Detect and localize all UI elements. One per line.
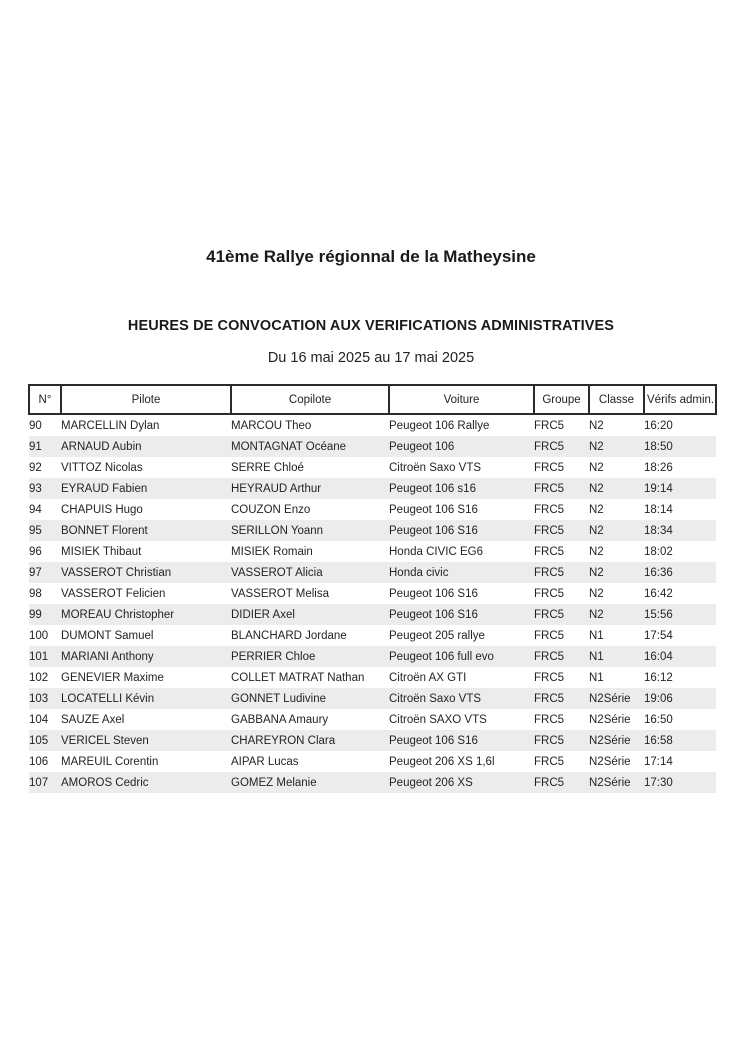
cell-classe: N2 bbox=[589, 566, 604, 579]
cell-num: 96 bbox=[29, 545, 42, 558]
cell-voiture: Citroën Saxo VTS bbox=[389, 461, 482, 474]
cell-classe: N2 bbox=[589, 419, 604, 432]
cell-voiture: Peugeot 106 Rallye bbox=[389, 419, 490, 432]
cell-copilote: GABBANA Amaury bbox=[231, 713, 329, 726]
cell-verifs: 17:54 bbox=[644, 629, 673, 642]
cell-num: 90 bbox=[29, 419, 42, 432]
cell-voiture: Citroën Saxo VTS bbox=[389, 692, 482, 705]
cell-voiture: Peugeot 106 S16 bbox=[389, 524, 478, 537]
cell-groupe: FRC5 bbox=[534, 650, 565, 663]
cell-num: 91 bbox=[29, 440, 42, 453]
cell-groupe: FRC5 bbox=[534, 692, 565, 705]
table-row bbox=[29, 436, 716, 457]
cell-copilote: BLANCHARD Jordane bbox=[231, 629, 347, 642]
cell-verifs: 15:56 bbox=[644, 608, 673, 621]
cell-groupe: FRC5 bbox=[534, 482, 565, 495]
cell-verifs: 17:30 bbox=[644, 776, 673, 789]
cell-groupe: FRC5 bbox=[534, 776, 565, 789]
cell-pilote: VASSEROT Christian bbox=[61, 566, 172, 579]
cell-pilote: BONNET Florent bbox=[61, 524, 148, 537]
cell-num: 93 bbox=[29, 482, 42, 495]
cell-groupe: FRC5 bbox=[534, 671, 565, 684]
cell-classe: N2 bbox=[589, 503, 604, 516]
column-header-pilote: Pilote bbox=[61, 385, 231, 414]
cell-voiture: Peugeot 106 S16 bbox=[389, 503, 478, 516]
cell-classe: N1 bbox=[589, 671, 604, 684]
column-header-voiture: Voiture bbox=[389, 385, 534, 414]
column-header-groupe: Groupe bbox=[534, 385, 589, 414]
cell-copilote: AIPAR Lucas bbox=[231, 755, 299, 768]
cell-pilote: LOCATELLI Kévin bbox=[61, 692, 155, 705]
cell-classe: N2 bbox=[589, 461, 604, 474]
date-range: Du 16 mai 2025 au 17 mai 2025 bbox=[267, 350, 475, 366]
table-row bbox=[29, 772, 716, 793]
cell-num: 105 bbox=[29, 734, 49, 747]
cell-voiture: Peugeot 206 XS bbox=[389, 776, 473, 789]
table-header bbox=[29, 385, 716, 414]
cell-pilote: VITTOZ Nicolas bbox=[61, 461, 143, 474]
cell-groupe: FRC5 bbox=[534, 503, 565, 516]
cell-num: 92 bbox=[29, 461, 42, 474]
cell-pilote: VASSEROT Felicien bbox=[61, 587, 166, 600]
cell-pilote: MARCELLIN Dylan bbox=[61, 419, 160, 432]
table-row bbox=[29, 583, 716, 604]
cell-copilote: COLLET MATRAT Nathan bbox=[231, 671, 365, 684]
cell-pilote: MOREAU Christopher bbox=[61, 608, 175, 621]
cell-voiture: Peugeot 106 S16 bbox=[389, 587, 478, 600]
cell-verifs: 16:36 bbox=[644, 566, 673, 579]
cell-num: 100 bbox=[29, 629, 49, 642]
cell-voiture: Peugeot 106 full evo bbox=[389, 650, 494, 663]
column-header-num: N° bbox=[29, 385, 61, 414]
cell-verifs: 16:12 bbox=[644, 671, 673, 684]
cell-copilote: CHAREYRON Clara bbox=[231, 734, 336, 747]
table-row bbox=[29, 604, 716, 625]
column-header-copilote: Copilote bbox=[231, 385, 389, 414]
cell-classe: N2 bbox=[589, 608, 604, 621]
cell-groupe: FRC5 bbox=[534, 566, 565, 579]
table-row bbox=[29, 751, 716, 772]
cell-copilote: VASSEROT Alicia bbox=[231, 566, 323, 579]
page-title: 41ème Rallye régionnal de la Matheysine bbox=[206, 247, 536, 266]
column-header-verifs: Vérifs admin. bbox=[644, 385, 716, 414]
cell-pilote: CHAPUIS Hugo bbox=[61, 503, 143, 516]
cell-groupe: FRC5 bbox=[534, 713, 565, 726]
table-row bbox=[29, 709, 716, 730]
cell-verifs: 18:26 bbox=[644, 461, 673, 474]
cell-voiture: Citroën SAXO VTS bbox=[389, 713, 487, 726]
cell-num: 103 bbox=[29, 692, 49, 705]
cell-groupe: FRC5 bbox=[534, 440, 565, 453]
cell-copilote: VASSEROT Melisa bbox=[231, 587, 329, 600]
cell-classe: N2Série bbox=[589, 776, 631, 789]
cell-copilote: GOMEZ Melanie bbox=[231, 776, 317, 789]
cell-classe: N2 bbox=[589, 587, 604, 600]
cell-pilote: VERICEL Steven bbox=[61, 734, 149, 747]
cell-verifs: 16:50 bbox=[644, 713, 673, 726]
cell-groupe: FRC5 bbox=[534, 524, 565, 537]
cell-voiture: Peugeot 206 XS 1,6l bbox=[389, 755, 495, 768]
cell-groupe: FRC5 bbox=[534, 629, 565, 642]
cell-num: 95 bbox=[29, 524, 42, 537]
cell-pilote: SAUZE Axel bbox=[61, 713, 125, 726]
table-row bbox=[29, 499, 716, 520]
cell-voiture: Honda civic bbox=[389, 566, 449, 579]
cell-num: 98 bbox=[29, 587, 42, 600]
cell-pilote: MISIEK Thibaut bbox=[61, 545, 142, 558]
cell-verifs: 16:04 bbox=[644, 650, 673, 663]
cell-verifs: 18:50 bbox=[644, 440, 673, 453]
cell-verifs: 17:14 bbox=[644, 755, 673, 768]
table-row bbox=[29, 688, 716, 709]
cell-num: 94 bbox=[29, 503, 42, 516]
cell-pilote: AMOROS Cedric bbox=[61, 776, 149, 789]
cell-num: 106 bbox=[29, 755, 49, 768]
cell-verifs: 18:02 bbox=[644, 545, 673, 558]
cell-groupe: FRC5 bbox=[534, 734, 565, 747]
table-row bbox=[29, 562, 716, 583]
cell-classe: N2 bbox=[589, 545, 604, 558]
cell-pilote: EYRAUD Fabien bbox=[61, 482, 148, 495]
cell-pilote: DUMONT Samuel bbox=[61, 629, 154, 642]
table-row bbox=[29, 541, 716, 562]
cell-classe: N2Série bbox=[589, 713, 631, 726]
cell-classe: N2 bbox=[589, 440, 604, 453]
cell-num: 101 bbox=[29, 650, 49, 663]
cell-verifs: 18:14 bbox=[644, 503, 673, 516]
cell-verifs: 16:58 bbox=[644, 734, 673, 747]
cell-voiture: Peugeot 106 S16 bbox=[389, 608, 478, 621]
table-row bbox=[29, 646, 716, 667]
cell-groupe: FRC5 bbox=[534, 587, 565, 600]
cell-copilote: SERILLON Yoann bbox=[231, 524, 324, 537]
cell-voiture: Citroën AX GTI bbox=[389, 671, 467, 684]
cell-classe: N2Série bbox=[589, 755, 631, 768]
table-row bbox=[29, 625, 716, 646]
cell-copilote: SERRE Chloé bbox=[231, 461, 304, 474]
cell-classe: N2 bbox=[589, 524, 604, 537]
cell-verifs: 19:14 bbox=[644, 482, 673, 495]
table-row bbox=[29, 478, 716, 499]
cell-voiture: Peugeot 106 S16 bbox=[389, 734, 478, 747]
table-row bbox=[29, 457, 716, 478]
cell-verifs: 16:20 bbox=[644, 419, 673, 432]
cell-num: 99 bbox=[29, 608, 42, 621]
cell-copilote: PERRIER Chloe bbox=[231, 650, 316, 663]
convocation-table bbox=[28, 384, 717, 793]
cell-copilote: MARCOU Theo bbox=[231, 419, 312, 432]
cell-copilote: MONTAGNAT Océane bbox=[231, 440, 347, 453]
cell-groupe: FRC5 bbox=[534, 461, 565, 474]
cell-verifs: 19:06 bbox=[644, 692, 673, 705]
cell-classe: N2Série bbox=[589, 692, 631, 705]
column-header-classe: Classe bbox=[589, 385, 644, 414]
table-body bbox=[29, 414, 716, 793]
cell-pilote: MARIANI Anthony bbox=[61, 650, 154, 663]
cell-groupe: FRC5 bbox=[534, 608, 565, 621]
cell-num: 97 bbox=[29, 566, 42, 579]
cell-groupe: FRC5 bbox=[534, 419, 565, 432]
cell-classe: N1 bbox=[589, 650, 604, 663]
cell-pilote: GENEVIER Maxime bbox=[61, 671, 164, 684]
cell-pilote: MAREUIL Corentin bbox=[61, 755, 159, 768]
cell-groupe: FRC5 bbox=[534, 545, 565, 558]
cell-voiture: Peugeot 205 rallye bbox=[389, 629, 485, 642]
cell-classe: N2Série bbox=[589, 734, 631, 747]
cell-copilote: COUZON Enzo bbox=[231, 503, 311, 516]
cell-copilote: DIDIER Axel bbox=[231, 608, 295, 621]
cell-copilote: MISIEK Romain bbox=[231, 545, 313, 558]
cell-groupe: FRC5 bbox=[534, 755, 565, 768]
cell-classe: N1 bbox=[589, 629, 604, 642]
table-row bbox=[29, 667, 716, 688]
cell-verifs: 16:42 bbox=[644, 587, 673, 600]
cell-num: 107 bbox=[29, 776, 49, 789]
cell-num: 104 bbox=[29, 713, 49, 726]
table-row bbox=[29, 520, 716, 541]
cell-num: 102 bbox=[29, 671, 49, 684]
cell-copilote: HEYRAUD Arthur bbox=[231, 482, 322, 495]
table-row bbox=[29, 414, 716, 436]
page-subtitle: HEURES DE CONVOCATION AUX VERIFICATIONS ADMINISTRATIVES bbox=[127, 318, 615, 334]
cell-pilote: ARNAUD Aubin bbox=[61, 440, 142, 453]
cell-voiture: Peugeot 106 bbox=[389, 440, 455, 453]
table-row bbox=[29, 730, 716, 751]
cell-voiture: Peugeot 106 s16 bbox=[389, 482, 476, 495]
cell-classe: N2 bbox=[589, 482, 604, 495]
cell-copilote: GONNET Ludivine bbox=[231, 692, 327, 705]
table-header-row bbox=[29, 385, 716, 414]
cell-verifs: 18:34 bbox=[644, 524, 673, 537]
cell-voiture: Honda CIVIC EG6 bbox=[389, 545, 483, 558]
